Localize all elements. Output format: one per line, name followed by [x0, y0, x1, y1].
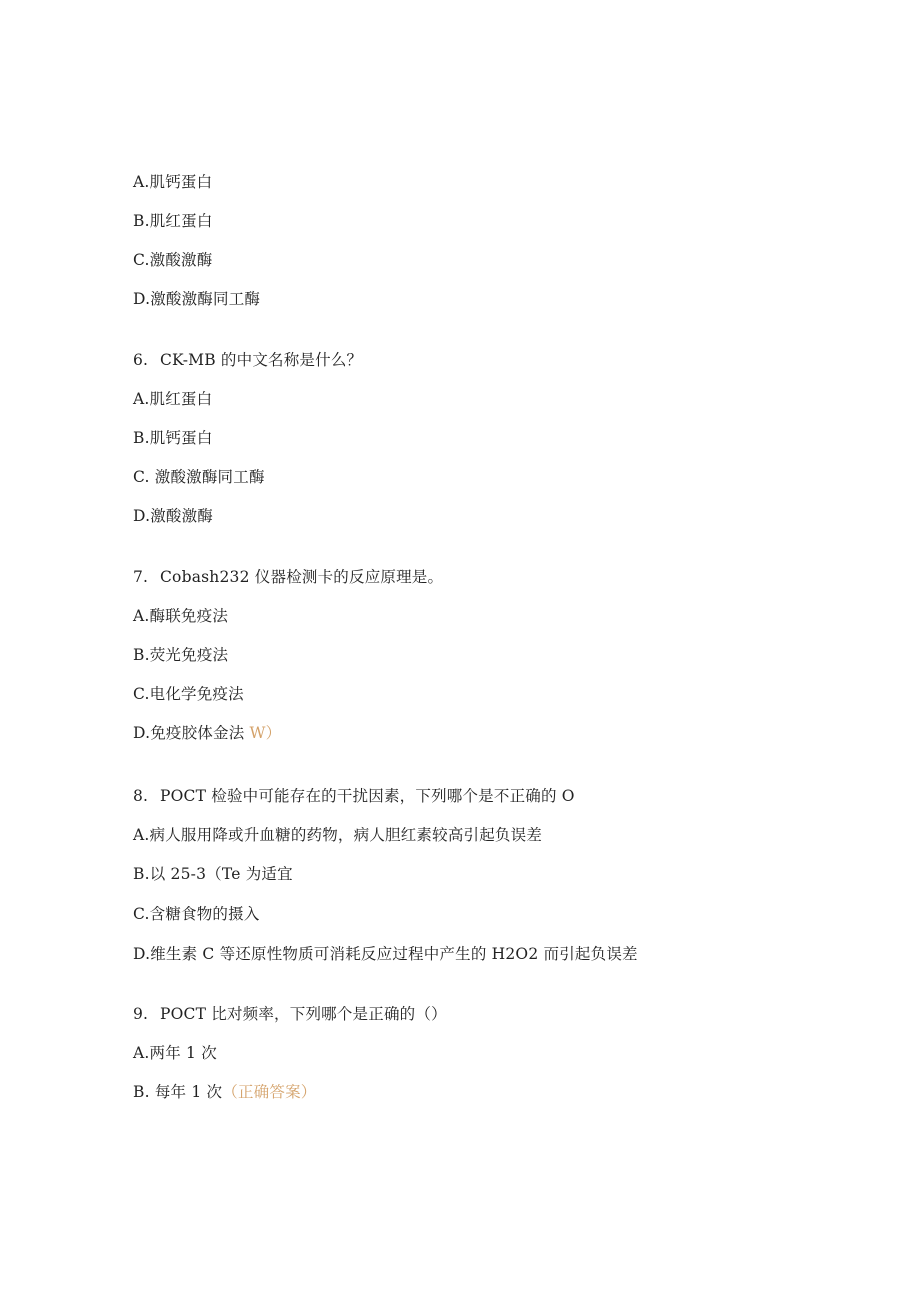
option-d: D.激酸激酶同工酶 — [133, 290, 261, 308]
question-8 — [133, 785, 575, 807]
option-b: B.肌红蛋白 — [133, 212, 213, 230]
option-b: B.荧光免疫法 — [133, 646, 229, 664]
option-d: D.激酸激酶 — [133, 507, 214, 525]
question-number: 7. — [133, 568, 149, 586]
question-text: POCT 检验中可能存在的干扰因素，下列哪个是不正确的 O — [160, 787, 575, 805]
option-c: C.电化学免疫法 — [133, 685, 244, 703]
question-6 — [133, 349, 362, 371]
option-a: A.肌钙蛋白 — [133, 173, 213, 191]
option-a: A.肌红蛋白 — [133, 390, 213, 408]
option-b: B.以 25-3（Te 为适宜 — [133, 865, 293, 883]
option-d: D.维生素 C 等还原性物质可消耗反应过程中产生的 H2O2 而引起负误差 — [133, 945, 638, 963]
question-text: CK-MB 的中文名称是什么？ — [160, 351, 363, 369]
option-b — [133, 1081, 316, 1103]
option-d — [133, 722, 281, 744]
question-number: 8. — [133, 787, 149, 805]
question-7 — [133, 566, 443, 588]
option-a: A.酶联免疫法 — [133, 607, 229, 625]
question-number: 9. — [133, 1005, 149, 1023]
question-text: Cobash232 仪器检测卡的反应原理是。 — [160, 568, 444, 586]
option-text: D.免疫胶体金法 — [133, 724, 245, 742]
option-a: A.两年 1 次 — [133, 1044, 217, 1062]
question-text: POCT 比对频率，下列哪个是正确的（） — [160, 1005, 447, 1023]
option-b: B.肌钙蛋白 — [133, 429, 213, 447]
answer-mark: （正确答案） — [222, 1083, 317, 1101]
answer-mark: W） — [249, 724, 282, 742]
question-number: 6. — [133, 351, 149, 369]
option-c: C.含糖食物的摄入 — [133, 905, 260, 923]
question-9 — [133, 1003, 447, 1025]
option-c: C.激酸激酶 — [133, 251, 213, 269]
option-a: A.病人服用降或升血糖的药物，病人胆红素较高引起负误差 — [133, 826, 543, 844]
option-text: B. 每年 1 次 — [133, 1083, 223, 1101]
option-c: C. 激酸激酶同工酶 — [133, 468, 265, 486]
